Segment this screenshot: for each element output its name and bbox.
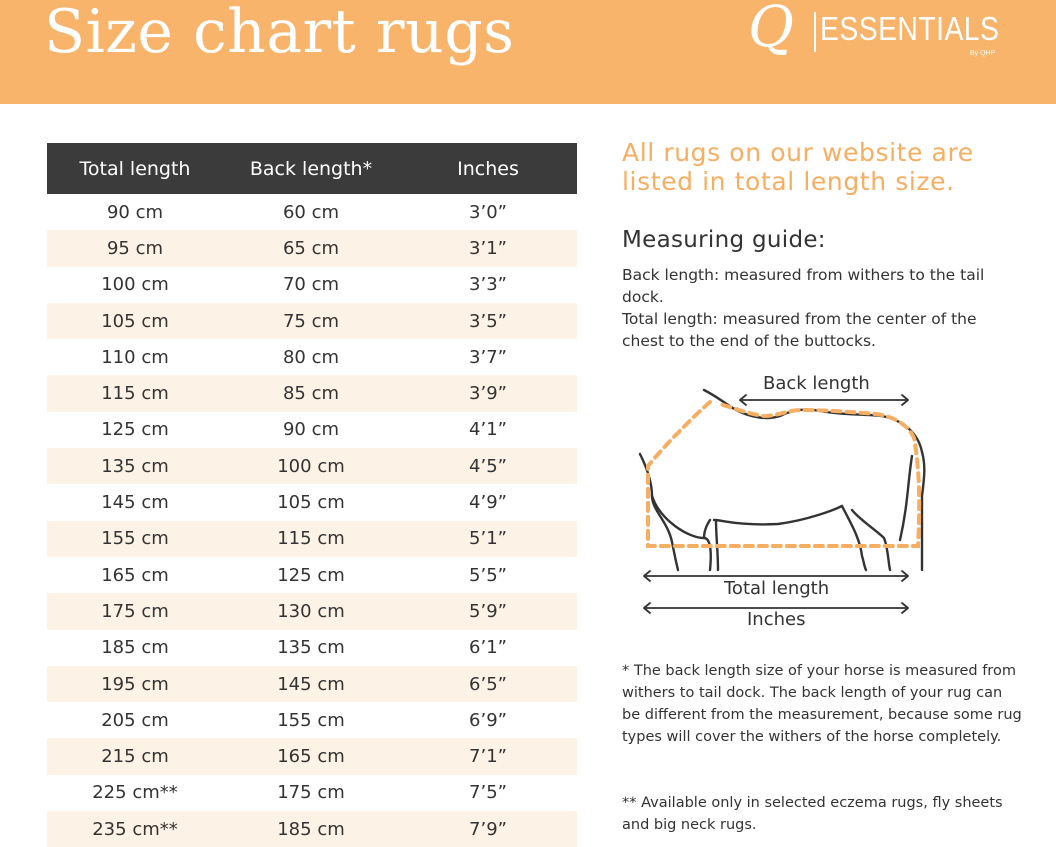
cell-total-length: 90 cm (106, 201, 164, 223)
brand-logo (748, 0, 1010, 62)
page-title: Size chart rugs (44, 0, 515, 67)
cell-total-length: 175 cm (47, 593, 223, 629)
rug-outline (648, 402, 919, 546)
cell-inches: 3’7” (469, 346, 507, 368)
cell-inches: 3’0” (469, 201, 507, 223)
guide-total-length: Total length: measured from the center of the chest to the end of the buttocks. (622, 310, 977, 350)
cell-back-length: 65 cm (223, 230, 399, 266)
cell-back-length: 135 cm (277, 637, 345, 659)
cell-inches: 3’3” (469, 274, 507, 296)
cell-back-length: 70 cm (282, 274, 340, 296)
column-header-inches: Inches (399, 143, 577, 194)
cell-back-length: 100 cm (223, 448, 399, 484)
cell-inches: 6’1” (469, 637, 507, 659)
table-row (47, 702, 577, 738)
cell-back-length: 90 cm (282, 419, 340, 441)
horse-diagram (630, 370, 930, 640)
cell-inches: 5’9” (399, 593, 577, 629)
cell-total-length: 135 cm (47, 448, 223, 484)
logo-mark: Q (748, 0, 794, 60)
cell-inches: 5’1” (399, 521, 577, 557)
cell-total-length: 195 cm (47, 666, 223, 702)
cell-total-length: 225 cm** (92, 782, 178, 804)
cell-back-length: 115 cm (223, 521, 399, 557)
table-row (47, 775, 577, 811)
table-row (47, 448, 577, 484)
cell-inches: 4’5” (399, 448, 577, 484)
total-length-label: Total length (724, 578, 830, 599)
cell-total-length: 100 cm (101, 274, 169, 296)
column-header-back-length: Back length* (223, 143, 399, 194)
cell-inches: 5’5” (469, 564, 507, 586)
measuring-diagram (630, 370, 930, 640)
cell-total-length: 215 cm (47, 738, 223, 774)
footnote-availability: ** Available only in selected eczema rugs, fly sheets and big neck rugs. (622, 795, 1003, 833)
logo-text: ESSENTIALS (820, 10, 1000, 47)
cell-total-length: 185 cm (101, 637, 169, 659)
cell-inches: 6’5” (399, 666, 577, 702)
measuring-guide-text (622, 264, 1002, 352)
column-header-total-length: Total length (47, 143, 223, 194)
table-row (47, 303, 577, 339)
cell-total-length: 105 cm (47, 303, 223, 339)
cell-total-length: 205 cm (101, 709, 169, 731)
cell-back-length: 75 cm (223, 303, 399, 339)
cell-back-length: 130 cm (223, 593, 399, 629)
cell-total-length: 165 cm (101, 564, 169, 586)
table-header-row (47, 143, 577, 194)
cell-back-length: 80 cm (282, 346, 340, 368)
cell-total-length: 115 cm (47, 375, 223, 411)
page-header (0, 0, 1056, 104)
cell-inches: 6’9” (469, 709, 507, 731)
cell-back-length: 185 cm (223, 811, 399, 847)
table-row (47, 521, 577, 557)
table-row (47, 738, 577, 774)
measuring-guide-heading: Measuring guide: (622, 227, 826, 253)
cell-total-length: 235 cm** (47, 811, 223, 847)
cell-inches: 4’1” (469, 419, 507, 441)
table-row (47, 194, 577, 230)
cell-back-length: 155 cm (277, 709, 345, 731)
cell-inches: 4’9” (469, 492, 507, 514)
inches-label: Inches (747, 609, 806, 630)
logo-subtitle: By QHP (970, 50, 996, 57)
cell-total-length: 155 cm (47, 521, 223, 557)
table-row (47, 267, 577, 303)
cell-inches: 3’5” (399, 303, 577, 339)
table-row (47, 666, 577, 702)
table-body (47, 194, 577, 847)
footnote-back-length: * The back length size of your horse is measured from withers to tail dock. The back length of your rug can be different from the measurement, because some rug types will cover the withers of the horse completely. (622, 663, 1022, 745)
cell-total-length: 125 cm (101, 419, 169, 441)
cell-back-length: 105 cm (277, 492, 345, 514)
table-row (47, 375, 577, 411)
cell-back-length: 125 cm (277, 564, 345, 586)
cell-back-length: 85 cm (223, 375, 399, 411)
back-length-label: Back length (763, 373, 870, 394)
cell-back-length: 145 cm (223, 666, 399, 702)
info-headline: All rugs on our website are listed in total length size. (622, 138, 974, 196)
table-row (47, 484, 577, 520)
cell-back-length: 175 cm (277, 782, 345, 804)
logo-divider (814, 12, 816, 52)
cell-inches: 7’5” (469, 782, 507, 804)
table-row (47, 339, 577, 375)
cell-inches: 7’1” (399, 738, 577, 774)
cell-total-length: 145 cm (101, 492, 169, 514)
table-row (47, 412, 577, 448)
table-row (47, 593, 577, 629)
table-row (47, 811, 577, 847)
cell-back-length: 60 cm (282, 201, 340, 223)
table-row (47, 630, 577, 666)
table-row (47, 230, 577, 266)
size-table (47, 143, 577, 847)
table-row (47, 557, 577, 593)
cell-inches: 3’1” (399, 230, 577, 266)
cell-inches: 3’9” (399, 375, 577, 411)
cell-inches: 7’9” (399, 811, 577, 847)
cell-back-length: 165 cm (223, 738, 399, 774)
cell-total-length: 110 cm (101, 346, 169, 368)
cell-total-length: 95 cm (47, 230, 223, 266)
guide-back-length: Back length: measured from withers to the tail dock. (622, 266, 985, 306)
